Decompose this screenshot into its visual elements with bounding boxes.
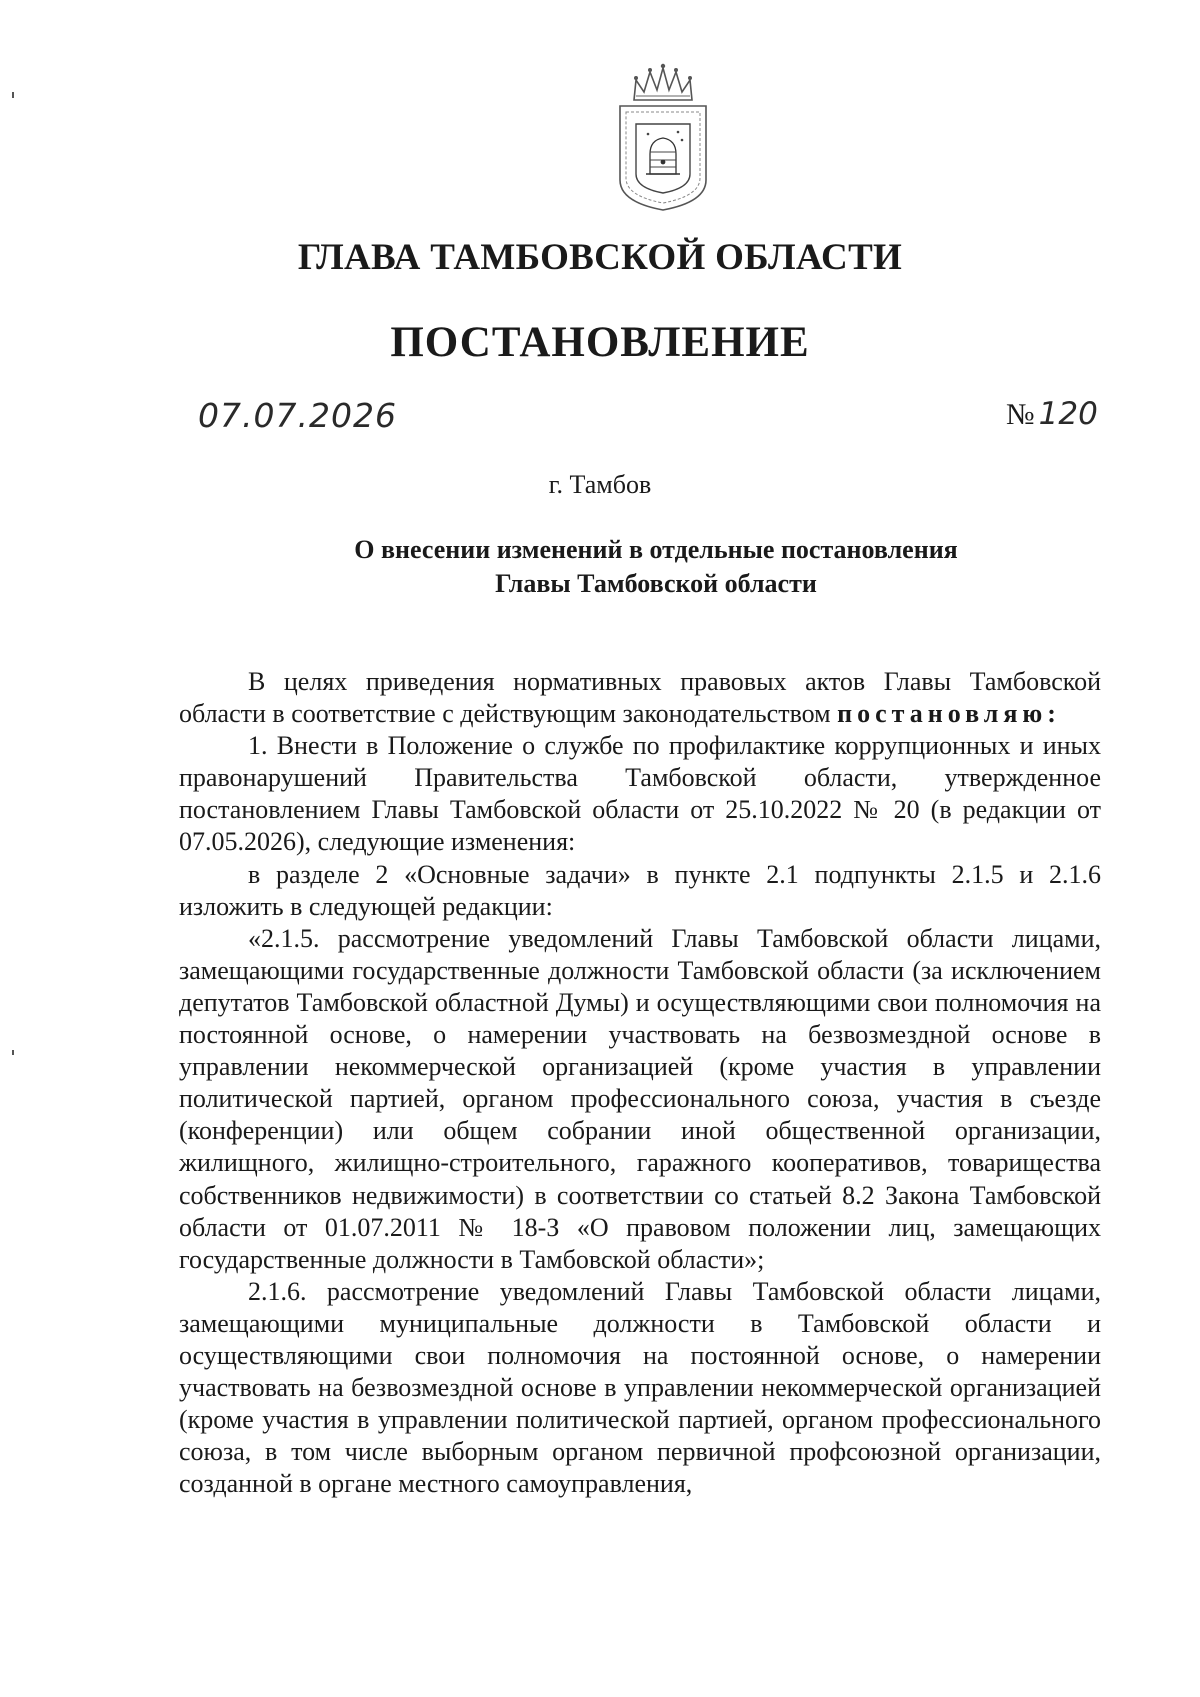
handwritten-number: 120 xyxy=(1038,396,1098,432)
document-title xyxy=(300,533,1012,601)
paragraph-1: 1. Внести в Положение о службе по профилактике коррупционных и иных правонарушений Правительства Тамбовской области, утвержденное постановлением Главы Тамбовской области от 25.10.2022 № 20 (в редакции от 07.05.2026), следующие изменения: xyxy=(179,731,1101,857)
document-number xyxy=(1006,396,1098,432)
paragraph-2: в разделе 2 «Основные задачи» в пункте 2.1 подпункты 2.1.5 и 2.1.6 изложить в следующей редакции: xyxy=(179,859,1101,921)
preamble-text: В целях приведения нормативных правовых актов Главы Тамбовской области в соответствие с действующим законодательством xyxy=(179,667,1101,729)
document-type: ПОСТАНОВЛЕНИЕ xyxy=(390,319,810,366)
paragraph-3: «2.1.5. рассмотрение уведомлений Главы Тамбовской области лицами, замещающими государственные должности Тамбовской области (за исключением депутатов Тамбовской областной Думы) и осуществляющими свои полномочия на постоянной основе, о намерении участвовать на безвозмездной основе в управлении некоммерческой организацией (кроме участия в управлении политической партией, органом профессионального союза, участия в съезде (конференции) или общем собрании иной общественной организации, жилищного, жилищно-строительного, гаражного кооперативов, товарищества собственников недвижимости) в соответствии со статьей 8.2 Закона Тамбовской области от 01.07.2011 № 18-З «О правовом положении лиц, замещающих государственные должности в Тамбовской области»; xyxy=(179,923,1101,1274)
handwritten-date: 07.07.2026 xyxy=(198,396,397,435)
scan-mark xyxy=(12,92,14,98)
number-sign: № xyxy=(1006,398,1035,431)
paragraph-4: 2.1.6. рассмотрение уведомлений Главы Тамбовской области лицами, замещающими муниципальные должности в Тамбовской области и осуществляющими свои полномочия на постоянной основе, о намерении участвовать на безвозмездной основе в управлении некоммерческой организацией (кроме участия в управлении политической партией, органом профессионального союза, в том числе выборным органом первичной профсоюзной организации, созданной в органе местного самоуправления, xyxy=(179,1276,1101,1499)
document-body xyxy=(179,666,1101,1500)
title-line-1: О внесении изменений в отдельные постановления xyxy=(354,535,958,564)
scan-mark xyxy=(12,1050,14,1055)
preamble-paragraph xyxy=(179,666,1101,730)
issuing-authority: ГЛАВА ТАМБОВСКОЙ ОБЛАСТИ xyxy=(297,237,903,278)
decree-word: постановляю: xyxy=(837,699,1061,729)
city-line: г. Тамбов xyxy=(548,470,652,499)
coat-of-arms-emblem xyxy=(612,62,714,212)
title-line-2: Главы Тамбовской области xyxy=(495,569,817,598)
